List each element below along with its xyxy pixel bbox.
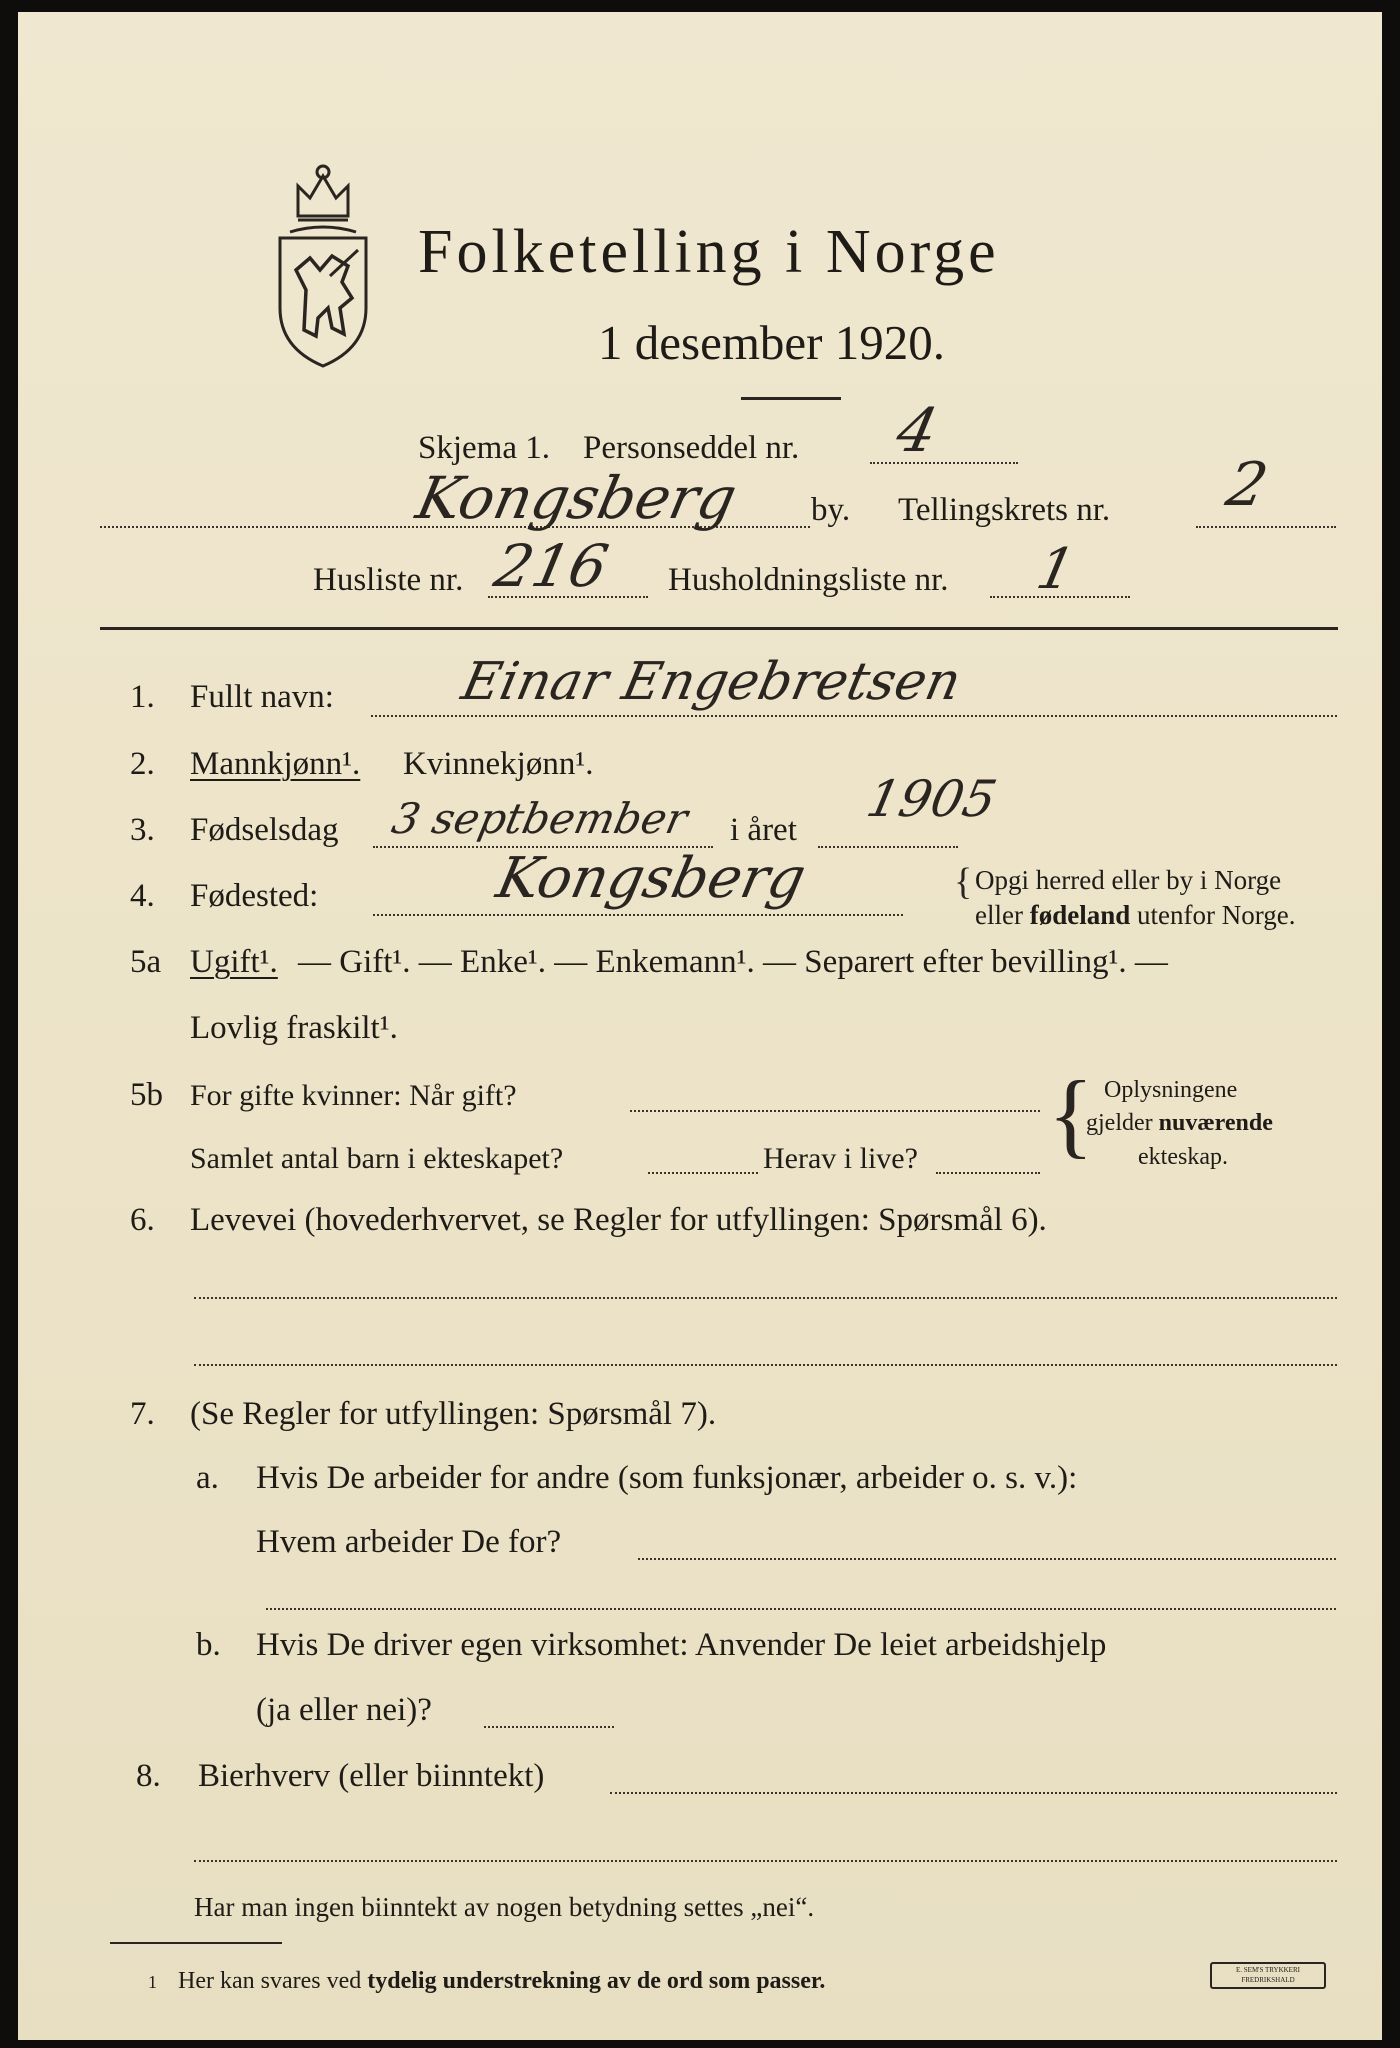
form-title: Folketelling i Norge (418, 218, 1000, 286)
q1-line (371, 715, 1337, 717)
q2-male-option: Mannkjønn¹. (190, 746, 361, 782)
q3-year-label: i året (730, 812, 797, 848)
header-separator (100, 627, 1338, 630)
personseddel-label: Personseddel nr. (583, 430, 800, 466)
q3-year-value: 1905 (861, 770, 1002, 828)
q5b-children-line (648, 1172, 758, 1174)
tellingskrets-line (1196, 526, 1336, 528)
q5a-ugift-option: Ugift¹. (190, 944, 278, 980)
q4-value: Kongsberg (491, 846, 812, 911)
q7a-letter: a. (196, 1460, 219, 1496)
city-value: Kongsberg (410, 464, 743, 532)
footnote-mark: 1 (148, 1972, 157, 1992)
q6-line-2 (194, 1364, 1337, 1366)
personseddel-value: 4 (890, 396, 944, 466)
q5b-children-label: Samlet antal barn i ekteskapet? (190, 1142, 564, 1175)
footnote-rule (110, 1942, 282, 1944)
q8-line (610, 1792, 1337, 1794)
q3-label: Fødselsdag (190, 812, 339, 848)
printer-stamp (1210, 1962, 1326, 1989)
husliste-value: 216 (488, 532, 614, 600)
q7-label: (Se Regler for utfyllingen: Spørsmål 7). (190, 1396, 717, 1432)
census-form (18, 12, 1382, 2040)
q4-label: Fødested: (190, 878, 319, 914)
q3-number: 3. (130, 812, 155, 848)
q5b-note-line2: gjelder nuværende (1086, 1110, 1273, 1136)
q7b-letter: b. (196, 1627, 221, 1663)
q7a-line-extra (266, 1608, 1336, 1610)
q5b-married-line (630, 1110, 1040, 1112)
census-date: 1 desember 1920. (598, 315, 945, 370)
by-label: by. (811, 492, 851, 528)
q4-note-line2: eller fødeland utenfor Norge. (975, 900, 1296, 930)
printer-line2: FREDRIKSHALD (1241, 1976, 1295, 1984)
printer-line1: E. SEM'S TRYKKERI (1236, 1966, 1300, 1974)
q4-line (373, 914, 903, 916)
husliste-label: Husliste nr. (313, 562, 464, 598)
q5b-note-line3: ekteskap. (1138, 1144, 1228, 1170)
q7-number: 7. (130, 1396, 155, 1432)
q7b-line2: (ja eller nei)? (256, 1692, 432, 1728)
q5a-line2: Lovlig fraskilt¹. (190, 1010, 398, 1046)
q2-female-option: Kvinnekjønn¹. (403, 746, 594, 782)
q5b-note-line1: Oplysningene (1104, 1077, 1238, 1103)
q5b-alive-label: Herav i live? (763, 1142, 918, 1175)
q4-number: 4. (130, 878, 155, 914)
husholdning-value: 1 (1031, 537, 1081, 602)
q5b-line1: For gifte kvinner: Når gift? (190, 1079, 517, 1112)
q6-label: Levevei (hovederhvervet, se Regler for utfyllingen: Spørsmål 6). (190, 1202, 1047, 1238)
coat-of-arms-icon (258, 158, 388, 370)
q4-note-brace: { (954, 861, 973, 903)
q1-label: Fullt navn: (190, 679, 334, 715)
skjema-label: Skjema 1. (418, 430, 550, 466)
title-divider (741, 397, 841, 400)
q5b-note-brace: { (1048, 1061, 1094, 1167)
q7b-line (484, 1726, 614, 1728)
q5a-number: 5a (130, 944, 162, 980)
husholdning-label: Husholdningsliste nr. (668, 562, 949, 598)
q5b-number: 5b (130, 1077, 163, 1113)
footnote-text: Her kan svares ved tydelig understrekning av de ord som passer. (178, 1968, 826, 1994)
q8-note: Har man ingen biinntekt av nogen betydning settes „nei“. (194, 1892, 815, 1922)
q7a-line2: Hvem arbeider De for? (256, 1524, 562, 1560)
q1-value: Einar Engebretsen (456, 652, 967, 712)
q7b-line1: Hvis De driver egen virksomhet: Anvender De leiet arbeidshjelp (256, 1627, 1107, 1663)
q8-label: Bierhverv (eller biinntekt) (198, 1758, 545, 1794)
q7a-line (638, 1558, 1336, 1560)
q5a-other-options: — Gift¹. — Enke¹. — Enkemann¹. — Separert efter bevilling¹. — (298, 944, 1168, 980)
q3-value: 3 septbember (387, 794, 692, 843)
q2-number: 2. (130, 746, 155, 782)
q6-number: 6. (130, 1202, 155, 1238)
q5b-alive-line (936, 1172, 1040, 1174)
q3-year-line (818, 846, 958, 848)
q8-number: 8. (136, 1758, 161, 1794)
tellingskrets-value: 2 (1220, 450, 1274, 520)
q4-note-line1: Opgi herred eller by i Norge (975, 865, 1282, 895)
q1-number: 1. (130, 679, 155, 715)
tellingskrets-label: Tellingskrets nr. (898, 492, 1111, 528)
q8-line-2 (194, 1860, 1337, 1862)
q7a-line1: Hvis De arbeider for andre (som funksjonær, arbeider o. s. v.): (256, 1460, 1078, 1496)
q6-line-1 (194, 1297, 1337, 1299)
